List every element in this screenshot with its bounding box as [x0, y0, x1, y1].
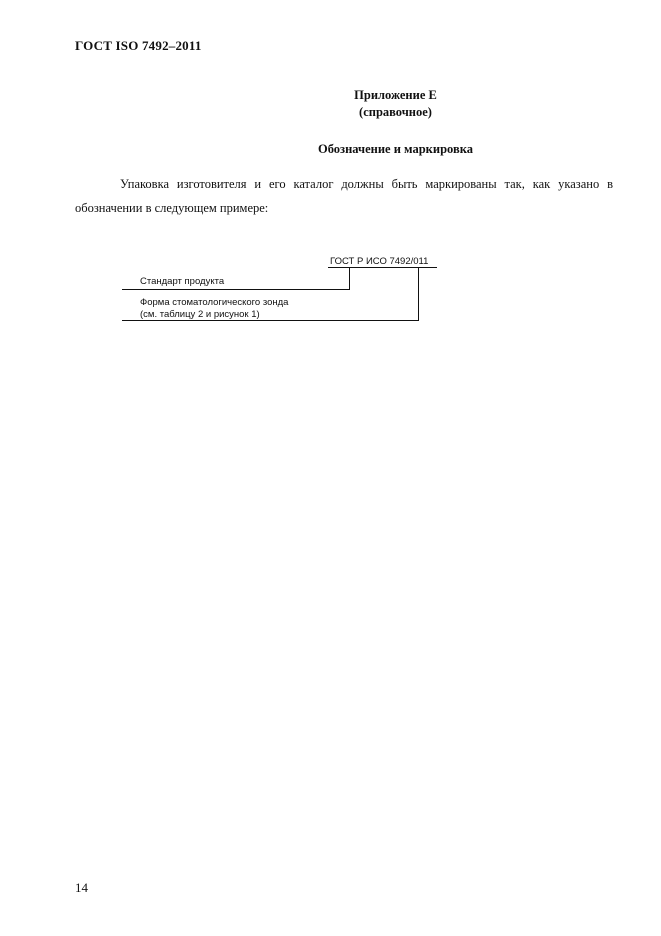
probe-form-reference: (см. таблицу 2 и рисунок 1): [140, 309, 260, 320]
annex-title: Приложение Е: [354, 88, 437, 102]
probe-form-label: Форма стоматологического зонда: [140, 297, 289, 308]
product-standard-label: Стандарт продукта: [140, 276, 225, 287]
designation-example: ГОСТ Р ИСО 7492/011: [330, 256, 429, 267]
body-paragraph: Упаковка изготовителя и его каталог должны быть маркированы так, как указано в обозначении в следующем примере:: [75, 177, 613, 215]
page-number: 14: [75, 880, 88, 895]
section-title: Обозначение и маркировка: [318, 142, 473, 156]
standard-header: ГОСТ ISO 7492–2011: [75, 38, 202, 53]
annex-status: (справочное): [359, 105, 432, 119]
